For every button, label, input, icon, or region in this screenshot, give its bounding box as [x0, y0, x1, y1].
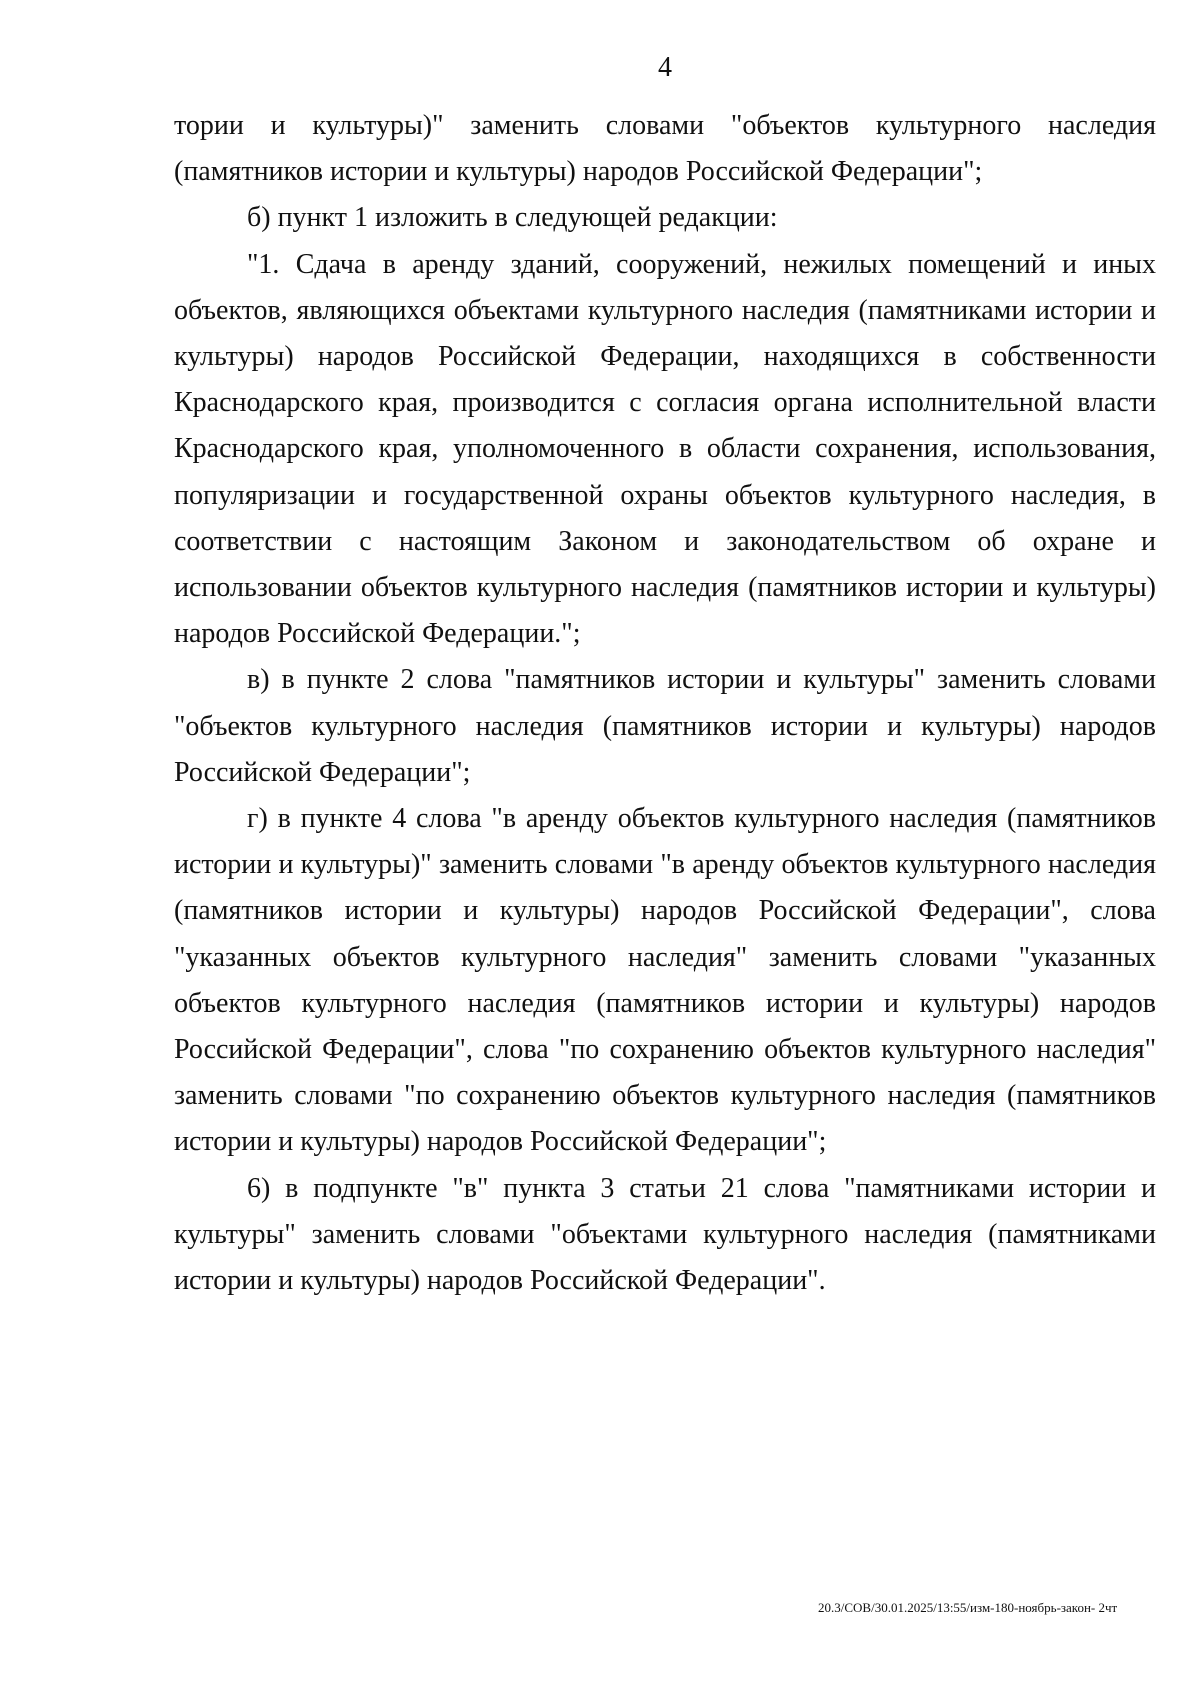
document-body	[174, 103, 1156, 1304]
paragraph-item-b-text: "1. Сдача в аренду зданий, сооружений, нежилых помещений и иных объектов, являющихся объектами культурного наследия (памятниками истории и культуры) народов Российской Федерации, находящихся в собственности Краснодарского края, производится с согласия органа исполнительной власти Краснодарского края, уполномоченного в области сохранения, использования, популяризации и государственной охраны объектов культурного наследия, в соответствии с настоящим Законом и законодательством об охране и использовании объектов культурного наследия (памятников истории и культуры) народов Российской Федерации.";	[174, 248, 1156, 650]
paragraph-item-v: в) в пункте 2 слова "памятников истории и культуры" заменить словами "объектов культурного наследия (памятников истории и культуры) народов Российской Федерации";	[174, 664, 1156, 788]
footer-document-code: 20.3/СОВ/30.01.2025/13:55/изм-180-ноябрь-закон- 2чт	[818, 1600, 1118, 1615]
paragraph-item-g: г) в пункте 4 слова "в аренду объектов культурного наследия (памятников истории и культуры)" заменить словами "в аренду объектов культурного наследия (памятников истории и культуры) народов Российской Федерации", слова "указанных объектов культурного наследия" заменить словами "указанных объектов культурного наследия (памятников истории и культуры) народов Российской Федерации", слова "по сохранению объектов культурного наследия" заменить словами "по сохранению объектов культурного наследия (памятников истории и культуры) народов Российской Федерации";	[174, 803, 1156, 1158]
paragraph-continuation: тории и культуры)" заменить словами "объектов культурного наследия (памятников истории и культуры) народов Российской Федерации";	[174, 110, 1156, 188]
page-number: 4	[658, 52, 672, 83]
paragraph-item-b: б) пункт 1 изложить в следующей редакции:	[247, 202, 778, 234]
paragraph-item-6: 6) в подпункте "в" пункта 3 статьи 21 слова "памятниками истории и культуры" заменить словами "объектами культурного наследия (памятниками истории и культуры) народов Российской Федерации".	[174, 1172, 1156, 1297]
